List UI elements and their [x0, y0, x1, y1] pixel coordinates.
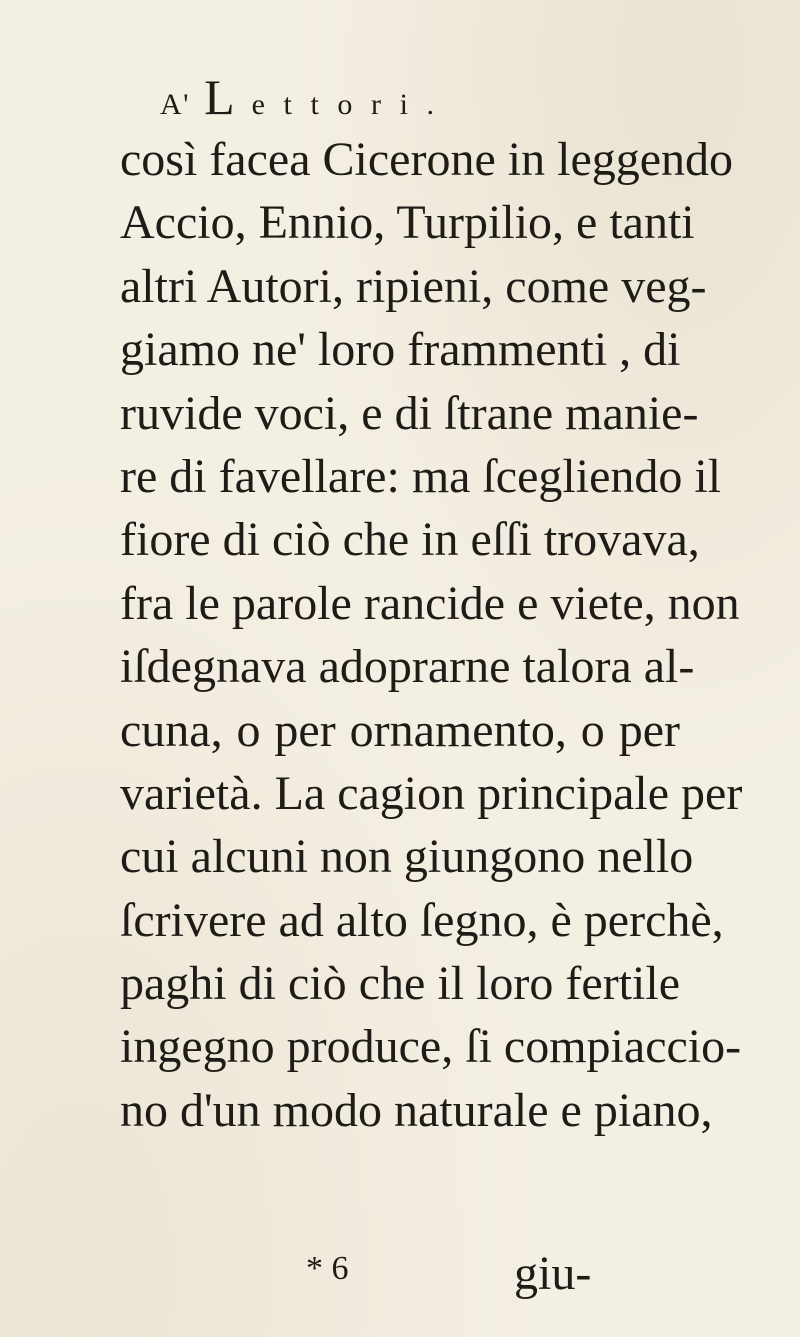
- text-line: no d'un modo naturale e piano,: [120, 1083, 713, 1137]
- text-line: così facea Cicerone in leggendo: [120, 133, 734, 186]
- text-line: cuna, o per ornamento, o per: [120, 703, 680, 757]
- text-line: ſcrivere ad alto ſegno, è perchè,: [120, 893, 724, 947]
- text-line: fra le parole rancide e viete, non: [120, 576, 740, 630]
- text-line: re di favellare: ma ſcegliendo il: [120, 449, 722, 503]
- text-line: giamo ne' loro frammenti , di: [120, 323, 681, 377]
- text-line: paghi di ciò che il loro fertile: [120, 957, 680, 1011]
- text-line: ruvide voci, e di ſtrane manie-: [120, 386, 699, 440]
- text-line: iſdegnava adoprarne talora al-: [120, 640, 695, 694]
- text-line: Accio, Ennio, Turpilio, e tanti: [120, 196, 695, 250]
- page-footer: [0, 1247, 800, 1310]
- text-line: cui alcuni non giungono nello: [120, 830, 694, 884]
- text-line: varietà. La cagion principale per: [120, 766, 743, 820]
- text-line: altri Autori, ripieni, come veg-: [120, 259, 707, 313]
- body-text: [120, 128, 743, 1142]
- signature-mark: * 6: [306, 1250, 349, 1287]
- running-head-title: [204, 69, 453, 125]
- text-line: ingegno produce, ſi compiaccio-: [120, 1020, 742, 1074]
- running-head-initial: L: [204, 69, 252, 125]
- running-head: [160, 68, 453, 126]
- text-line: fiore di ciò che in eſſi trovava,: [120, 513, 700, 567]
- catchword: giu-: [514, 1247, 592, 1300]
- running-head-prefix: A': [160, 88, 191, 121]
- running-head-rest: ettori.: [251, 88, 453, 121]
